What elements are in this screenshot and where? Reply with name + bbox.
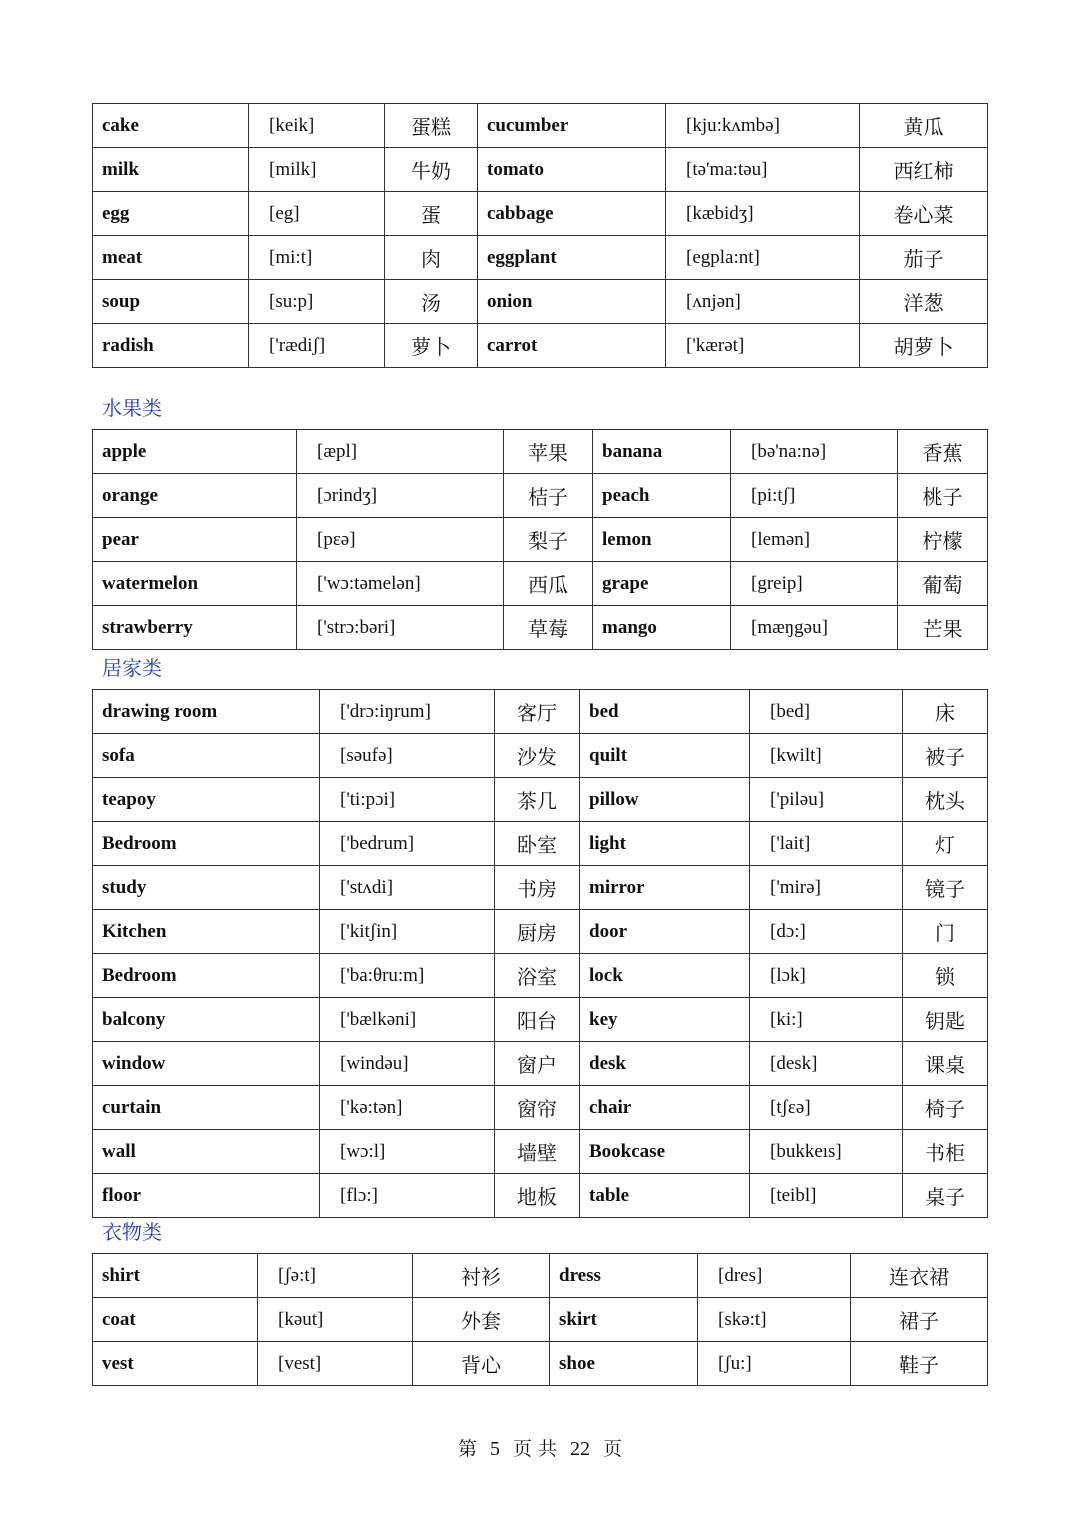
- meaning-left: 窗户: [495, 1042, 580, 1086]
- meaning-left: 茶几: [495, 778, 580, 822]
- meaning-right: 西红柿: [860, 148, 988, 192]
- meaning-left: 客厅: [495, 690, 580, 734]
- meaning-left: 肉: [385, 236, 478, 280]
- word-left: sofa: [93, 734, 320, 778]
- phonetic-left: [səufə]: [320, 734, 495, 778]
- page-footer: [0, 1434, 1080, 1461]
- phonetic-right: [lemən]: [731, 518, 898, 562]
- word-right: key: [580, 998, 750, 1042]
- meaning-left: 草莓: [504, 606, 593, 650]
- table-row: [93, 606, 988, 650]
- word-left: pear: [93, 518, 297, 562]
- phonetic-right: ['lait]: [750, 822, 903, 866]
- phonetic-left: ['bedrum]: [320, 822, 495, 866]
- meaning-right: 锁: [903, 954, 988, 998]
- table-row: [93, 148, 988, 192]
- meaning-left: 蛋: [385, 192, 478, 236]
- phonetic-right: [bə'na:nə]: [731, 430, 898, 474]
- meaning-right: 香蕉: [898, 430, 988, 474]
- fruit-vocab-table: [92, 429, 988, 650]
- meaning-left: 苹果: [504, 430, 593, 474]
- meaning-right: 钥匙: [903, 998, 988, 1042]
- table-row: [93, 1342, 988, 1386]
- word-right: peach: [593, 474, 731, 518]
- meaning-left: 蛋糕: [385, 104, 478, 148]
- word-left: floor: [93, 1174, 320, 1218]
- meaning-left: 梨子: [504, 518, 593, 562]
- phonetic-left: ['ti:pɔi]: [320, 778, 495, 822]
- meaning-right: 胡萝卜: [860, 324, 988, 368]
- meaning-left: 衬衫: [413, 1254, 550, 1298]
- phonetic-right: [lɔk]: [750, 954, 903, 998]
- section-heading-clothing: 衣物类: [102, 1220, 162, 1244]
- footer-prefix: 第: [457, 1438, 477, 1460]
- meaning-right: 柠檬: [898, 518, 988, 562]
- phonetic-left: [ʃə:t]: [258, 1254, 413, 1298]
- phonetic-right: [dres]: [698, 1254, 851, 1298]
- phonetic-right: [bukkeıs]: [750, 1130, 903, 1174]
- word-left: orange: [93, 474, 297, 518]
- table-row: [93, 280, 988, 324]
- word-right: chair: [580, 1086, 750, 1130]
- word-left: meat: [93, 236, 249, 280]
- phonetic-right: [ʃu:]: [698, 1342, 851, 1386]
- meaning-left: 书房: [495, 866, 580, 910]
- word-left: drawing room: [93, 690, 320, 734]
- word-right: mango: [593, 606, 731, 650]
- word-right: tomato: [478, 148, 666, 192]
- word-right: shoe: [550, 1342, 698, 1386]
- phonetic-left: [flɔ:]: [320, 1174, 495, 1218]
- phonetic-left: [su:p]: [249, 280, 385, 324]
- word-right: skirt: [550, 1298, 698, 1342]
- meaning-right: 茄子: [860, 236, 988, 280]
- table-row: [93, 690, 988, 734]
- word-left: vest: [93, 1342, 258, 1386]
- table-row: [93, 910, 988, 954]
- home-vocab-table: [92, 689, 988, 1218]
- word-right: light: [580, 822, 750, 866]
- meaning-right: 课桌: [903, 1042, 988, 1086]
- word-right: mirror: [580, 866, 750, 910]
- word-left: apple: [93, 430, 297, 474]
- word-right: table: [580, 1174, 750, 1218]
- meaning-right: 黄瓜: [860, 104, 988, 148]
- meaning-left: 墙壁: [495, 1130, 580, 1174]
- word-left: radish: [93, 324, 249, 368]
- word-left: cake: [93, 104, 249, 148]
- phonetic-right: [kwilt]: [750, 734, 903, 778]
- word-left: window: [93, 1042, 320, 1086]
- footer-total-pages: 22: [570, 1438, 591, 1460]
- home-vocab-body: [93, 690, 988, 1218]
- meaning-left: 外套: [413, 1298, 550, 1342]
- phonetic-left: ['bælkəni]: [320, 998, 495, 1042]
- table-row: [93, 1042, 988, 1086]
- phonetic-left: ['wɔ:təmelən]: [297, 562, 504, 606]
- phonetic-right: [mæŋgəu]: [731, 606, 898, 650]
- phonetic-right: [tə'ma:təu]: [666, 148, 860, 192]
- word-right: pillow: [580, 778, 750, 822]
- word-left: teapoy: [93, 778, 320, 822]
- footer-suffix: 页: [603, 1438, 623, 1460]
- word-right: lock: [580, 954, 750, 998]
- phonetic-left: [eg]: [249, 192, 385, 236]
- table-row: [93, 1298, 988, 1342]
- table-row: [93, 236, 988, 280]
- meaning-right: 灯: [903, 822, 988, 866]
- word-right: lemon: [593, 518, 731, 562]
- meaning-left: 浴室: [495, 954, 580, 998]
- phonetic-right: [greip]: [731, 562, 898, 606]
- meaning-right: 裙子: [851, 1298, 988, 1342]
- phonetic-right: [tʃɛə]: [750, 1086, 903, 1130]
- phonetic-left: [windəu]: [320, 1042, 495, 1086]
- word-left: coat: [93, 1298, 258, 1342]
- table-row: [93, 954, 988, 998]
- meaning-left: 萝卜: [385, 324, 478, 368]
- table-row: [93, 778, 988, 822]
- phonetic-right: ['kærət]: [666, 324, 860, 368]
- meaning-left: 阳台: [495, 998, 580, 1042]
- phonetic-right: [egpla:nt]: [666, 236, 860, 280]
- phonetic-left: [æpl]: [297, 430, 504, 474]
- phonetic-left: ['kə:tən]: [320, 1086, 495, 1130]
- section-heading-home: 居家类: [102, 656, 162, 680]
- phonetic-left: [milk]: [249, 148, 385, 192]
- word-right: desk: [580, 1042, 750, 1086]
- word-right: cabbage: [478, 192, 666, 236]
- meaning-right: 床: [903, 690, 988, 734]
- word-right: Bookcase: [580, 1130, 750, 1174]
- table-row: [93, 104, 988, 148]
- table-row: [93, 1174, 988, 1218]
- word-left: balcony: [93, 998, 320, 1042]
- footer-mid: 页 共: [512, 1438, 558, 1460]
- word-right: banana: [593, 430, 731, 474]
- phonetic-left: ['rædiʃ]: [249, 324, 385, 368]
- word-left: curtain: [93, 1086, 320, 1130]
- food-vocab-body: [93, 104, 988, 368]
- word-left: Bedroom: [93, 954, 320, 998]
- table-row: [93, 518, 988, 562]
- meaning-left: 窗帘: [495, 1086, 580, 1130]
- meaning-left: 西瓜: [504, 562, 593, 606]
- word-right: bed: [580, 690, 750, 734]
- meaning-left: 卧室: [495, 822, 580, 866]
- phonetic-left: [mi:t]: [249, 236, 385, 280]
- word-left: strawberry: [93, 606, 297, 650]
- phonetic-right: [ki:]: [750, 998, 903, 1042]
- word-right: grape: [593, 562, 731, 606]
- meaning-left: 汤: [385, 280, 478, 324]
- phonetic-right: [desk]: [750, 1042, 903, 1086]
- word-right: cucumber: [478, 104, 666, 148]
- table-row: [93, 866, 988, 910]
- phonetic-left: ['ba:θru:m]: [320, 954, 495, 998]
- meaning-left: 厨房: [495, 910, 580, 954]
- table-row: [93, 430, 988, 474]
- word-right: door: [580, 910, 750, 954]
- table-row: [93, 998, 988, 1042]
- word-left: Bedroom: [93, 822, 320, 866]
- phonetic-left: ['strɔ:bəri]: [297, 606, 504, 650]
- table-row: [93, 1086, 988, 1130]
- phonetic-left: ['kitʃin]: [320, 910, 495, 954]
- meaning-left: 桔子: [504, 474, 593, 518]
- word-left: watermelon: [93, 562, 297, 606]
- word-left: milk: [93, 148, 249, 192]
- phonetic-left: [wɔ:l]: [320, 1130, 495, 1174]
- table-row: [93, 1254, 988, 1298]
- meaning-right: 枕头: [903, 778, 988, 822]
- meaning-right: 鞋子: [851, 1342, 988, 1386]
- meaning-right: 葡萄: [898, 562, 988, 606]
- table-row: [93, 734, 988, 778]
- clothing-vocab-table: [92, 1253, 988, 1386]
- food-vocab-table: [92, 103, 988, 368]
- table-row: [93, 324, 988, 368]
- table-row: [93, 1130, 988, 1174]
- table-row: [93, 192, 988, 236]
- word-left: shirt: [93, 1254, 258, 1298]
- phonetic-left: [vest]: [258, 1342, 413, 1386]
- phonetic-right: ['mirə]: [750, 866, 903, 910]
- word-right: onion: [478, 280, 666, 324]
- word-left: soup: [93, 280, 249, 324]
- phonetic-left: [kəut]: [258, 1298, 413, 1342]
- word-left: wall: [93, 1130, 320, 1174]
- phonetic-left: [keik]: [249, 104, 385, 148]
- meaning-left: 沙发: [495, 734, 580, 778]
- word-right: eggplant: [478, 236, 666, 280]
- meaning-left: 牛奶: [385, 148, 478, 192]
- phonetic-right: [bed]: [750, 690, 903, 734]
- clothing-vocab-body: [93, 1254, 988, 1386]
- meaning-right: 镜子: [903, 866, 988, 910]
- meaning-right: 书柜: [903, 1130, 988, 1174]
- meaning-right: 芒果: [898, 606, 988, 650]
- meaning-right: 被子: [903, 734, 988, 778]
- meaning-left: 背心: [413, 1342, 550, 1386]
- table-row: [93, 474, 988, 518]
- phonetic-left: [pɛə]: [297, 518, 504, 562]
- phonetic-right: ['piləu]: [750, 778, 903, 822]
- word-right: quilt: [580, 734, 750, 778]
- footer-page-number: 5: [489, 1438, 500, 1460]
- section-heading-fruit: 水果类: [102, 396, 162, 420]
- phonetic-left: ['drɔ:iŋrum]: [320, 690, 495, 734]
- word-right: carrot: [478, 324, 666, 368]
- word-left: egg: [93, 192, 249, 236]
- phonetic-right: [dɔ:]: [750, 910, 903, 954]
- table-row: [93, 562, 988, 606]
- word-left: Kitchen: [93, 910, 320, 954]
- meaning-right: 卷心菜: [860, 192, 988, 236]
- meaning-right: 椅子: [903, 1086, 988, 1130]
- phonetic-right: [pi:tʃ]: [731, 474, 898, 518]
- phonetic-right: [kju:kʌmbə]: [666, 104, 860, 148]
- meaning-left: 地板: [495, 1174, 580, 1218]
- phonetic-right: [teibl]: [750, 1174, 903, 1218]
- phonetic-right: [skə:t]: [698, 1298, 851, 1342]
- phonetic-left: ['stʌdi]: [320, 866, 495, 910]
- meaning-right: 门: [903, 910, 988, 954]
- phonetic-right: [ʌnjən]: [666, 280, 860, 324]
- meaning-right: 桃子: [898, 474, 988, 518]
- phonetic-right: [kæbidʒ]: [666, 192, 860, 236]
- meaning-right: 洋葱: [860, 280, 988, 324]
- fruit-vocab-body: [93, 430, 988, 650]
- table-row: [93, 822, 988, 866]
- word-right: dress: [550, 1254, 698, 1298]
- meaning-right: 桌子: [903, 1174, 988, 1218]
- meaning-right: 连衣裙: [851, 1254, 988, 1298]
- word-left: study: [93, 866, 320, 910]
- phonetic-left: [ɔrindʒ]: [297, 474, 504, 518]
